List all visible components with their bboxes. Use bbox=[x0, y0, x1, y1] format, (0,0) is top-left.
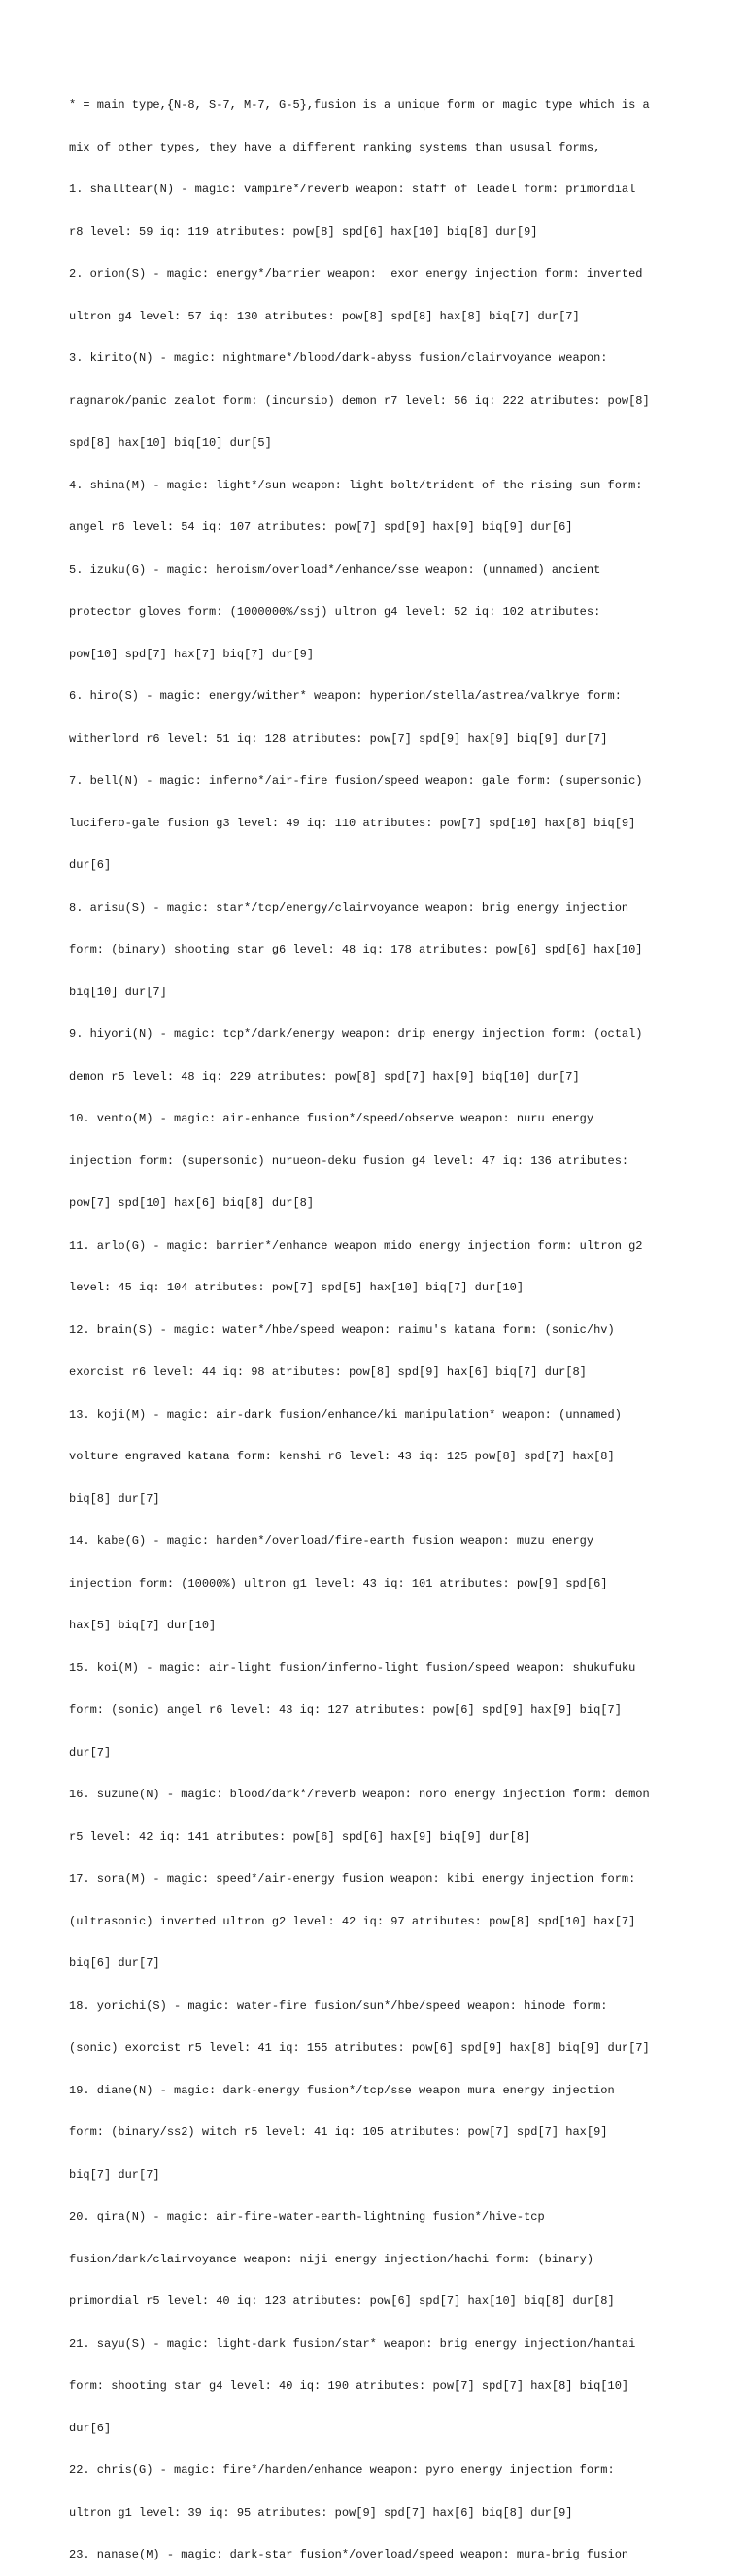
text-line: witherlord r6 level: 51 iq: 128 atributes: pow[7] spd[9] hax[9] biq[9] dur[7] bbox=[69, 731, 608, 746]
text-line: 18. yorichi(S) - magic: water-fire fusion/sun*/hbe/speed weapon: hinode form: bbox=[69, 1998, 608, 2013]
text-line: angel r6 level: 54 iq: 107 atributes: pow[7] spd[9] hax[9] biq[9] dur[6] bbox=[69, 520, 573, 534]
text-line: form: (sonic) angel r6 level: 43 iq: 127 atributes: pow[6] spd[9] hax[9] biq[7] bbox=[69, 1703, 622, 1717]
text-line: dur[6] bbox=[69, 858, 112, 872]
text-line: 15. koi(M) - magic: air-light fusion/inferno-light fusion/speed weapon: shukufuku bbox=[69, 1660, 636, 1675]
text-line: ultron g1 level: 39 iq: 95 atributes: pow[9] spd[7] hax[6] biq[8] dur[9] bbox=[69, 2505, 573, 2520]
text-line: ragnarok/panic zealot form: (incursio) demon r7 level: 56 iq: 222 atributes: pow[8] bbox=[69, 393, 650, 408]
text-line: 4. shina(M) - magic: light*/sun weapon: light bolt/trident of the rising sun form: bbox=[69, 478, 643, 492]
text-line: r5 level: 42 iq: 141 atributes: pow[6] spd[6] hax[9] biq[9] dur[8] bbox=[69, 1829, 531, 1844]
text-line: exorcist r6 level: 44 iq: 98 atributes: pow[8] spd[9] hax[6] biq[7] dur[8] bbox=[69, 1365, 587, 1379]
text-line: 10. vento(M) - magic: air-enhance fusion*/speed/observe weapon: nuru energy bbox=[69, 1112, 594, 1125]
text-line: pow[7] spd[10] hax[6] biq[8] dur[8] bbox=[69, 1196, 315, 1210]
text-line: form: (binary) shooting star g6 level: 48 iq: 178 atributes: pow[6] spd[6] hax[10] bbox=[69, 943, 643, 956]
text-line: form: (binary/ss2) witch r5 level: 41 iq: 105 atributes: pow[7] spd[7] hax[9] bbox=[69, 2125, 608, 2139]
text-line: lucifero-gale fusion g3 level: 49 iq: 110 atributes: pow[7] spd[10] hax[8] biq[9] bbox=[69, 816, 636, 830]
text-line: protector gloves form: (1000000%/ssj) ultron g4 level: 52 iq: 102 atributes: bbox=[69, 605, 601, 619]
text-line: 6. hiro(S) - magic: energy/wither* weapon: hyperion/stella/astrea/valkrye form: bbox=[69, 689, 622, 703]
text-line: 8. arisu(S) - magic: star*/tcp/energy/clairvoyance weapon: brig energy injection bbox=[69, 900, 629, 915]
text-line: 7. bell(N) - magic: inferno*/air-fire fusion/speed weapon: gale form: (supersonic) bbox=[69, 774, 643, 787]
text-line: 13. koji(M) - magic: air-dark fusion/enhance/ki manipulation* weapon: (unnamed) bbox=[69, 1407, 622, 1422]
text-line: 23. nanase(M) - magic: dark-star fusion*/overload/speed weapon: mura-brig fusion bbox=[69, 2548, 629, 2561]
text-line: * = main type,{N-8, S-7, M-7, G-5},fusion is a unique form or magic type which is a bbox=[69, 98, 650, 112]
text-line: spd[8] hax[10] biq[10] dur[5] bbox=[69, 436, 272, 450]
text-line: injection form: (10000%) ultron g1 level: 43 iq: 101 atributes: pow[9] spd[6] bbox=[69, 1576, 608, 1590]
document-body bbox=[69, 70, 691, 2576]
text-line: injection form: (supersonic) nurueon-deku fusion g4 level: 47 iq: 136 atributes: bbox=[69, 1154, 629, 1168]
text-line: volture engraved katana form: kenshi r6 level: 43 iq: 125 pow[8] spd[7] hax[8] bbox=[69, 1450, 615, 1463]
text-line: demon r5 level: 48 iq: 229 atributes: pow[8] spd[7] hax[9] biq[10] dur[7] bbox=[69, 1069, 580, 1084]
text-line: primordial r5 level: 40 iq: 123 atributes: pow[6] spd[7] hax[10] biq[8] dur[8] bbox=[69, 2294, 615, 2308]
text-line: r8 level: 59 iq: 119 atributes: pow[8] spd[6] hax[10] biq[8] dur[9] bbox=[69, 224, 538, 239]
text-line: ultron g4 level: 57 iq: 130 atributes: pow[8] spd[8] hax[8] biq[7] dur[7] bbox=[69, 309, 580, 323]
text-line: 2. orion(S) - magic: energy*/barrier weapon: exor energy injection form: inverted bbox=[69, 267, 643, 281]
text-line: 14. kabe(G) - magic: harden*/overload/fire-earth fusion weapon: muzu energy bbox=[69, 1534, 594, 1548]
text-line: 19. diane(N) - magic: dark-energy fusion*/tcp/sse weapon mura energy injection bbox=[69, 2083, 615, 2097]
text-line: biq[8] dur[7] bbox=[69, 1491, 160, 1506]
text-line: biq[7] dur[7] bbox=[69, 2167, 160, 2182]
text-line: 1. shalltear(N) - magic: vampire*/reverb weapon: staff of leadel form: primordial bbox=[69, 183, 636, 196]
text-line: 12. brain(S) - magic: water*/hbe/speed weapon: raimu's katana form: (sonic/hv) bbox=[69, 1322, 615, 1337]
text-line: mix of other types, they have a different ranking systems than ususal forms, bbox=[69, 140, 601, 154]
text-line: 21. sayu(S) - magic: light-dark fusion/star* weapon: brig energy injection/hantai bbox=[69, 2336, 636, 2351]
text-line: 11. arlo(G) - magic: barrier*/enhance weapon mido energy injection form: ultron g2 bbox=[69, 1238, 643, 1253]
text-line: dur[7] bbox=[69, 1745, 112, 1759]
text-line: 9. hiyori(N) - magic: tcp*/dark/energy weapon: drip energy injection form: (octal) bbox=[69, 1027, 643, 1041]
text-line: dur[6] bbox=[69, 2421, 112, 2435]
text-line: 16. suzune(N) - magic: blood/dark*/reverb weapon: noro energy injection form: demon bbox=[69, 1788, 650, 1801]
text-line: 22. chris(G) - magic: fire*/harden/enhance weapon: pyro energy injection form: bbox=[69, 2463, 615, 2477]
text-line: (ultrasonic) inverted ultron g2 level: 42 iq: 97 atributes: pow[8] spd[10] hax[7] bbox=[69, 1914, 636, 1928]
text-line: fusion/dark/clairvoyance weapon: niji energy injection/hachi form: (binary) bbox=[69, 2252, 594, 2266]
text-line: 20. qira(N) - magic: air-fire-water-earth-lightning fusion*/hive-tcp bbox=[69, 2210, 545, 2224]
text-line: form: shooting star g4 level: 40 iq: 190 atributes: pow[7] spd[7] hax[8] biq[10] bbox=[69, 2379, 629, 2392]
text-line: level: 45 iq: 104 atributes: pow[7] spd[5] hax[10] biq[7] dur[10] bbox=[69, 1281, 525, 1294]
text-line: pow[10] spd[7] hax[7] biq[7] dur[9] bbox=[69, 647, 315, 661]
text-line: (sonic) exorcist r5 level: 41 iq: 155 atributes: pow[6] spd[9] hax[8] biq[9] dur[7] bbox=[69, 2041, 650, 2055]
text-line: hax[5] biq[7] dur[10] bbox=[69, 1619, 217, 1632]
text-line: biq[10] dur[7] bbox=[69, 985, 167, 999]
text-line: biq[6] dur[7] bbox=[69, 1957, 160, 1970]
text-line: 5. izuku(G) - magic: heroism/overload*/enhance/sse weapon: (unnamed) ancient bbox=[69, 562, 601, 577]
text-line: 17. sora(M) - magic: speed*/air-energy fusion weapon: kibi energy injection form: bbox=[69, 1872, 636, 1886]
text-line: 3. kirito(N) - magic: nightmare*/blood/dark-abyss fusion/clairvoyance weapon: bbox=[69, 351, 608, 365]
